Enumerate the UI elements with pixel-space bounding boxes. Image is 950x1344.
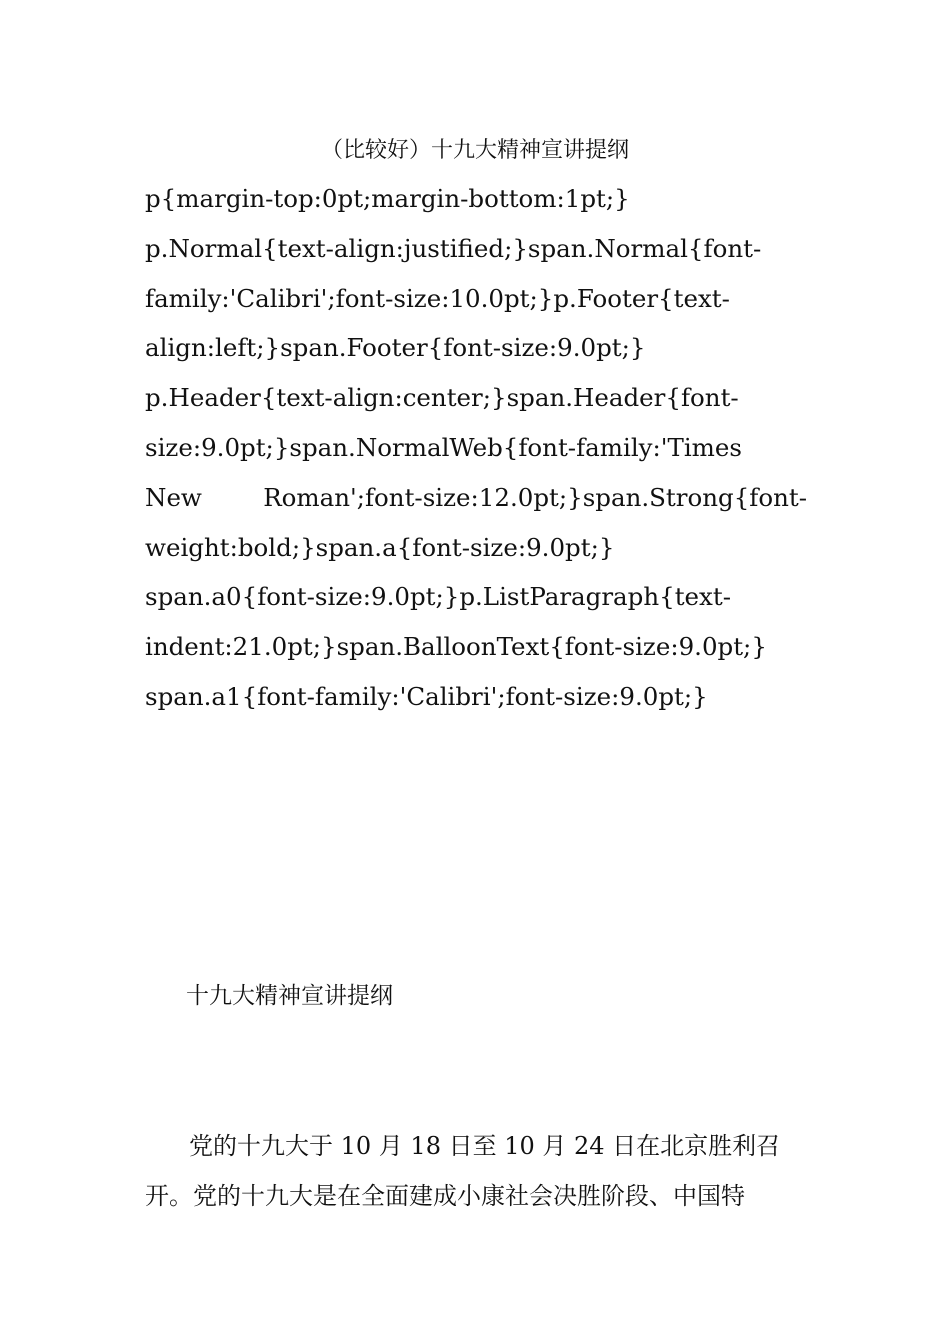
css-line: p.Normal{text-align:justified;}span.Normal{font- — [145, 233, 762, 263]
css-line: indent:21.0pt;}span.BalloonText{font-size:9.0pt;} — [145, 632, 767, 662]
section-heading: 十九大精神宣讲提纲 — [186, 983, 393, 1009]
css-word: Roman';font-size:12.0pt;}span.Strong{font- — [263, 482, 807, 512]
css-word: New — [145, 482, 202, 512]
css-text-block — [145, 174, 810, 722]
css-line: align:left;}span.Footer{font-size:9.0pt;} — [145, 333, 646, 363]
paragraph-line: 党的十九大于 10 月 18 日至 10 月 24 日在北京胜利召 — [189, 1132, 781, 1160]
body-paragraph — [145, 1121, 807, 1221]
css-line: weight:bold;}span.a{font-size:9.0pt;} — [145, 532, 615, 562]
css-line: span.a0{font-size:9.0pt;}p.ListParagraph{text- — [145, 582, 731, 612]
css-line: family:'Calibri';font-size:10.0pt;}p.Footer{text- — [145, 283, 730, 313]
css-line: size:9.0pt;}span.NormalWeb{font-family:'Times — [145, 432, 742, 462]
css-line: p.Header{text-align:center;}span.Header{font- — [145, 383, 739, 413]
css-line: span.a1{font-family:'Calibri';font-size:9.0pt;} — [145, 681, 708, 711]
css-line: p{margin-top:0pt;margin-bottom:1pt;} — [145, 184, 630, 213]
paragraph-line: 开。党的十九大是在全面建成小康社会决胜阶段、中国特 — [145, 1182, 745, 1210]
document-title: （比较好）十九大精神宣讲提纲 — [320, 138, 629, 163]
css-line-justified — [145, 473, 807, 523]
